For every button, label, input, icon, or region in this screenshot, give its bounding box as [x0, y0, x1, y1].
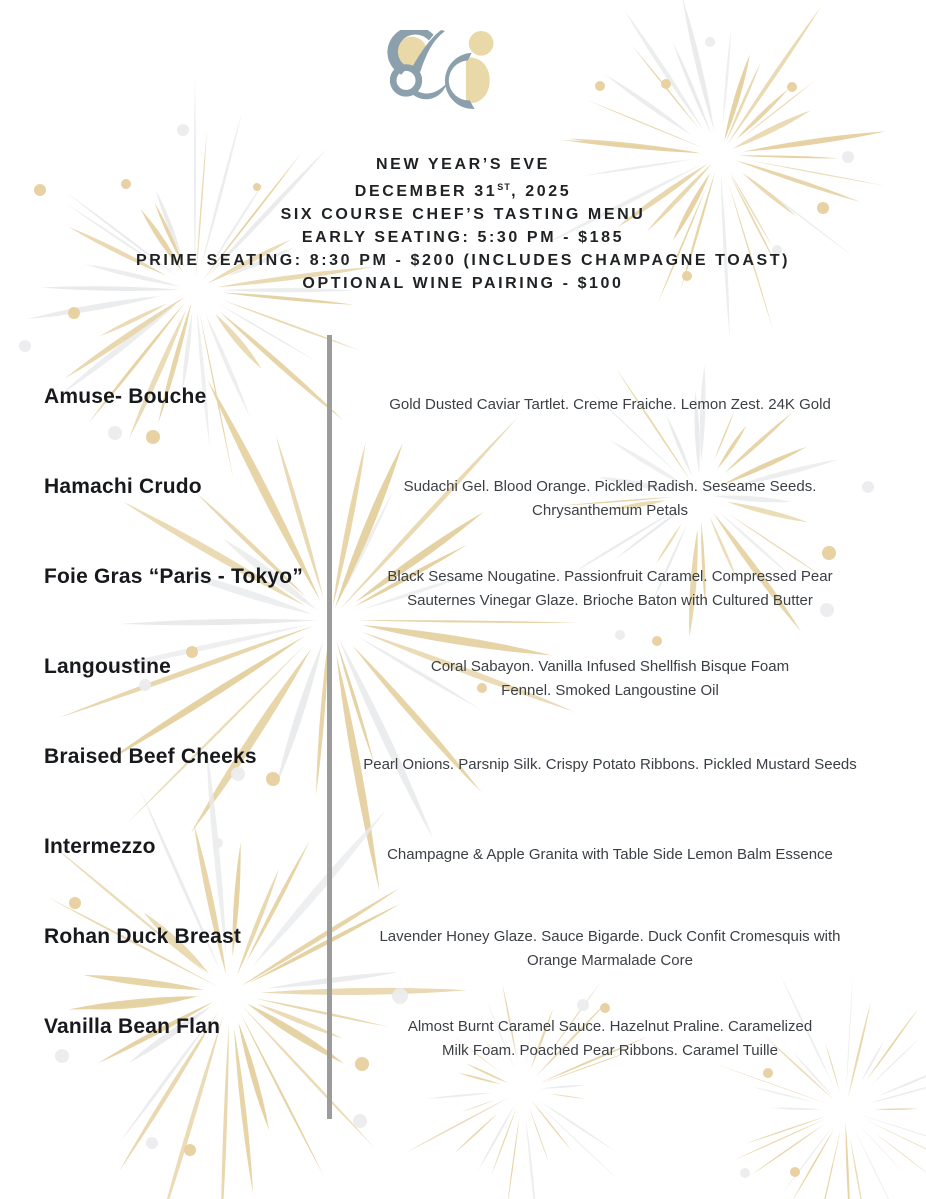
event-title: NEW YEAR’S EVE	[376, 156, 550, 173]
course-description	[350, 753, 870, 777]
course-name: Langoustine	[44, 655, 172, 678]
course-description	[350, 393, 870, 417]
early-seating-info: EARLY SEATING: 5:30 PM - $185	[301, 229, 625, 246]
course-description	[350, 843, 870, 867]
course-description-line: Chrysanthemum Petals	[532, 502, 688, 519]
course-description	[350, 475, 870, 523]
course-description-line: Sauternes Vinegar Glaze. Brioche Baton with Cultured Butter	[407, 592, 813, 609]
vertical-divider	[327, 335, 332, 1119]
course-description-line: Lavender Honey Glaze. Sauce Bigarde. Duck Confit Cromesquis with	[379, 928, 841, 945]
event-date-ordinal: ST	[497, 182, 512, 192]
course-description	[350, 565, 870, 613]
course-description	[350, 1015, 870, 1063]
course-description-line: Almost Burnt Caramel Sauce. Hazelnut Praline. Caramelized	[407, 1018, 813, 1035]
course-name: Amuse- Bouche	[44, 385, 207, 408]
course-name: Rohan Duck Breast	[44, 925, 242, 948]
course-description-line: Coral Sabayon. Vanilla Infused Shellfish Bisque Foam	[430, 658, 790, 675]
course-description-line: Gold Dusted Caviar Tartlet. Creme Fraiche. Lemon Zest. 24K Gold	[389, 396, 831, 413]
menu-header	[0, 153, 926, 295]
course-description	[350, 925, 870, 973]
course-name: Braised Beef Cheeks	[44, 745, 257, 768]
course-description-line: Fennel. Smoked Langoustine Oil	[501, 682, 719, 699]
event-date-prefix: DECEMBER 31	[354, 183, 498, 200]
course-description-line: Black Sesame Nougatine. Passionfruit Caramel. Compressed Pear	[387, 568, 833, 585]
course-description-line: Milk Foam. Poached Pear Ribbons. Caramel Tuille	[442, 1042, 778, 1059]
course-description-line: Orange Marmalade Core	[527, 952, 693, 969]
course-description-line: Champagne & Apple Granita with Table Side Lemon Balm Essence	[387, 846, 833, 863]
course-name: Hamachi Crudo	[44, 475, 202, 498]
event-date-suffix: , 2025	[511, 183, 572, 200]
event-date	[0, 176, 926, 203]
course-name: Foie Gras “Paris - Tokyo”	[44, 565, 304, 588]
menu-type: SIX COURSE CHEF’S TASTING MENU	[280, 206, 646, 223]
prime-seating-info: PRIME SEATING: 8:30 PM - $200 (INCLUDES CHAMPAGNE TOAST)	[135, 252, 791, 269]
restaurant-logo	[382, 30, 508, 132]
course-name: Intermezzo	[44, 835, 156, 858]
ac-monogram-icon	[382, 30, 508, 127]
course-description-line: Sudachi Gel. Blood Orange. Pickled Radish. Seseame Seeds.	[403, 478, 817, 495]
course-name: Vanilla Bean Flan	[44, 1015, 221, 1038]
course-description-line: Pearl Onions. Parsnip Silk. Crispy Potato Ribbons. Pickled Mustard Seeds	[363, 756, 857, 773]
course-description	[350, 655, 870, 703]
wine-pairing-info: OPTIONAL WINE PAIRING - $100	[302, 275, 624, 292]
